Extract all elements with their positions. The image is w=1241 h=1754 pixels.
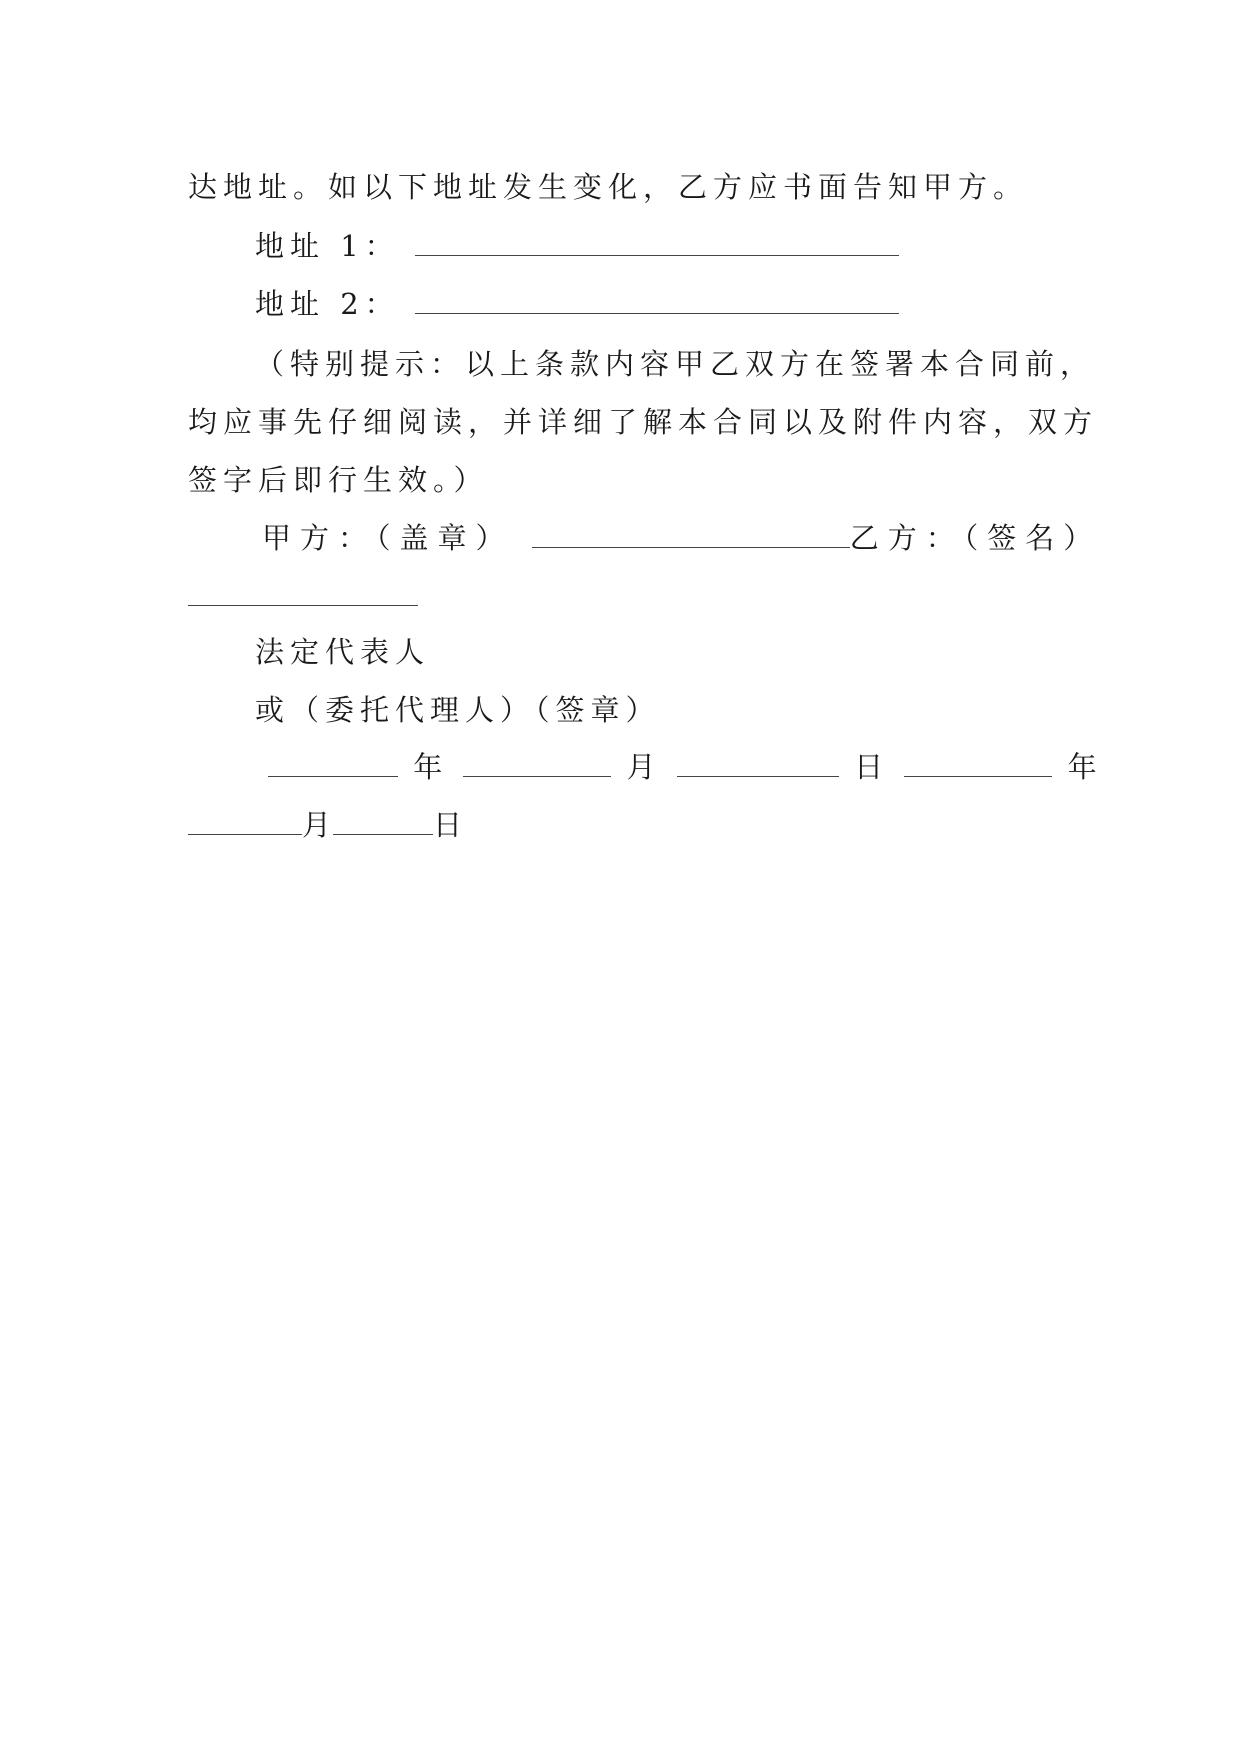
date-row-1 [268,747,1103,787]
address-2-label: 地址 2： [255,287,400,321]
legal-rep-row [255,632,430,672]
party-a-month-label: 月 [626,750,662,784]
party-a-year-label: 年 [413,750,449,784]
signature-row [262,518,1101,558]
address-1-blank[interactable] [415,229,899,256]
notice-text-1: （特别提示：以上条款内容甲乙双方在签署本合同前， [255,347,1096,381]
party-a-label: 甲方：（盖章） [262,521,514,555]
party-b-month-blank[interactable] [188,808,302,835]
party-b-day-blank[interactable] [333,808,433,835]
notice-text-3: 签字后即行生效。） [188,463,489,497]
party-a-month-blank[interactable] [463,750,611,777]
party-b-label: 乙方：（签名） [849,521,1102,555]
notice-text-2: 均应事先仔细阅读，并详细了解本合同以及附件内容，双方 [188,405,1099,439]
address-2-row [255,284,899,324]
agent-label: 或（委托代理人）（签章） [255,693,661,727]
party-a-day-blank[interactable] [677,750,839,777]
party-b-signature-row [188,576,418,616]
paragraph-line-address-change [188,167,1028,207]
address-1-row [255,226,899,266]
party-b-year-label: 年 [1067,750,1103,784]
notice-line-3 [188,460,489,500]
legal-rep-label: 法定代表人 [255,635,431,669]
party-b-signature-blank[interactable] [188,583,418,606]
date-row-2 [188,805,464,845]
notice-line-1 [255,344,1095,384]
party-b-year-blank[interactable] [904,750,1052,777]
party-a-year-blank[interactable] [268,750,398,777]
address-1-label: 地址 1： [255,229,400,263]
party-b-day-label: 日 [433,808,465,842]
agent-row [255,690,661,730]
party-a-seal-blank[interactable] [532,521,850,548]
party-a-day-label: 日 [854,750,890,784]
party-b-month-label: 月 [302,808,334,842]
notice-line-2 [188,402,1098,442]
address-change-text: 达地址。如以下地址发生变化，乙方应书面告知甲方。 [188,170,1029,204]
address-2-blank[interactable] [415,287,899,314]
